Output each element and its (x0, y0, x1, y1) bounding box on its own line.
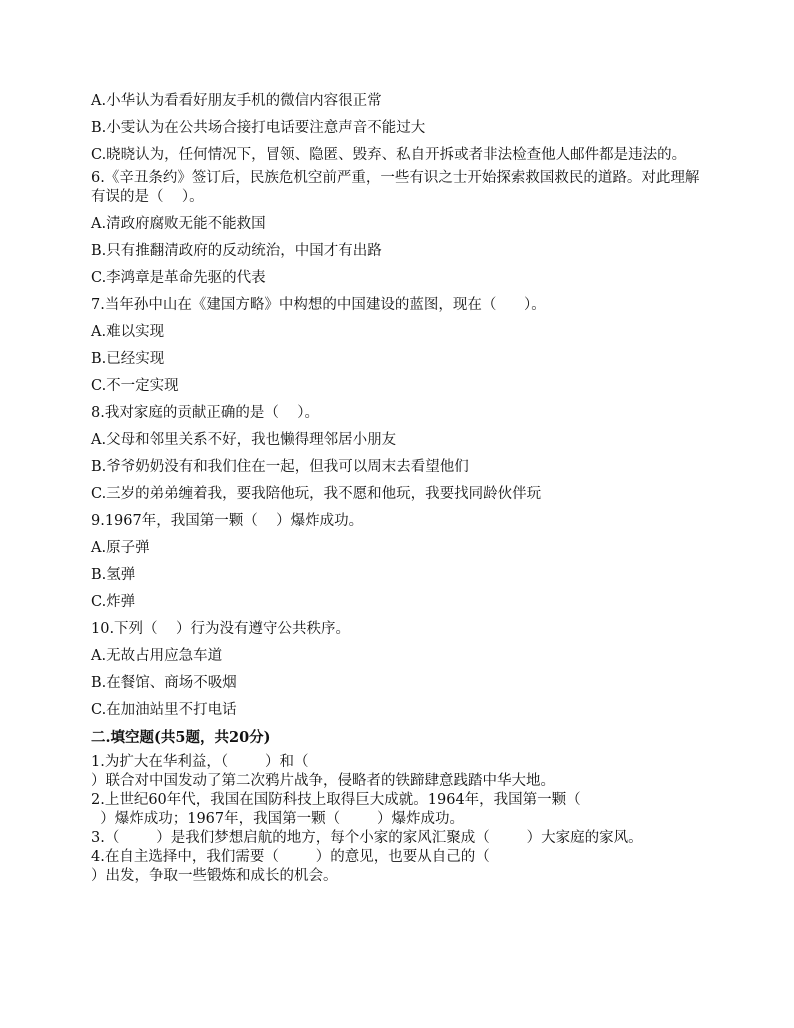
q10-option-c: C.在加油站里不打电话 (91, 702, 237, 718)
fill-1-line-2: ）联合对中国发动了第二次鸦片战争，侵略者的铁蹄肆意践踏中华大地。 (91, 773, 555, 789)
question-8: 8.我对家庭的贡献正确的是（ ）。 (91, 405, 320, 421)
q9-option-a: A.原子弹 (91, 540, 150, 556)
q5-option-b: B.小雯认为在公共场合接打电话要注意声音不能过大 (91, 120, 426, 136)
exam-page (91, 88, 711, 886)
question-6: 6.《辛丑条约》签订后，民族危机空前严重，一些有识之士开始探索救国救民的道路。对此理解有误的是（ ）。 (91, 170, 700, 205)
question-10: 10.下列（ ）行为没有遵守公共秩序。 (91, 621, 350, 637)
q8-option-c: C.三岁的弟弟缠着我，要我陪他玩，我不愿和他玩，我要找同龄伙伴玩 (91, 486, 542, 502)
q8-option-a: A.父母和邻里关系不好，我也懒得理邻居小朋友 (91, 432, 397, 448)
fill-2-line-1: 2.上世纪60年代，我国在国防科技上取得巨大成就。1964年，我国第一颗（ (91, 792, 581, 808)
section-title-fill-in: 二.填空题(共5题，共20分) (91, 729, 271, 746)
question-9: 9.1967年，我国第一颗（ ）爆炸成功。 (91, 513, 364, 529)
q7-option-b: B.已经实现 (91, 351, 165, 367)
q10-option-b: B.在餐馆、商场不吸烟 (91, 675, 237, 691)
fill-4-line-2: ）出发，争取一些锻炼和成长的机会。 (91, 868, 338, 884)
q6-option-b: B.只有推翻清政府的反动统治，中国才有出路 (91, 243, 382, 259)
q9-option-c: C.炸弹 (91, 594, 136, 610)
q8-option-b: B.爷爷奶奶没有和我们住在一起，但我可以周末去看望他们 (91, 459, 469, 475)
q10-option-a: A.无故占用应急车道 (91, 648, 223, 664)
fill-4-line-1: 4.在自主选择中，我们需要（ ）的意见，也要从自己的（ (91, 849, 490, 865)
q6-option-c: C.李鸿章是革命先驱的代表 (91, 270, 266, 286)
fill-3-line-1: 3.（ ）是我们梦想启航的地方，每个小家的家风汇聚成（ ）大家庭的家风。 (91, 830, 643, 846)
q9-option-b: B.氢弹 (91, 567, 136, 583)
fill-2-line-2: ）爆炸成功；1967年，我国第一颗（ ）爆炸成功。 (91, 811, 464, 827)
fill-question-3 (91, 829, 711, 848)
question-7: 7.当年孙中山在《建国方略》中构想的中国建设的蓝图，现在（ ）。 (91, 297, 546, 313)
q7-option-c: C.不一定实现 (91, 378, 179, 394)
q7-option-a: A.难以实现 (91, 324, 165, 340)
q5-option-c: C.晓晓认为，任何情况下，冒领、隐匿、毁弃、私自开拆或者非法检查他人邮件都是违法的。 (91, 147, 687, 163)
q6-option-a: A.清政府腐败无能不能救国 (91, 216, 266, 232)
fill-1-line-1: 1.为扩大在华利益，（ ）和（ (91, 754, 309, 770)
fill-question-1 (91, 753, 711, 791)
q5-option-a: A.小华认为看看好朋友手机的微信内容很正常 (91, 93, 382, 109)
fill-question-2 (91, 791, 711, 829)
fill-question-4 (91, 848, 711, 886)
